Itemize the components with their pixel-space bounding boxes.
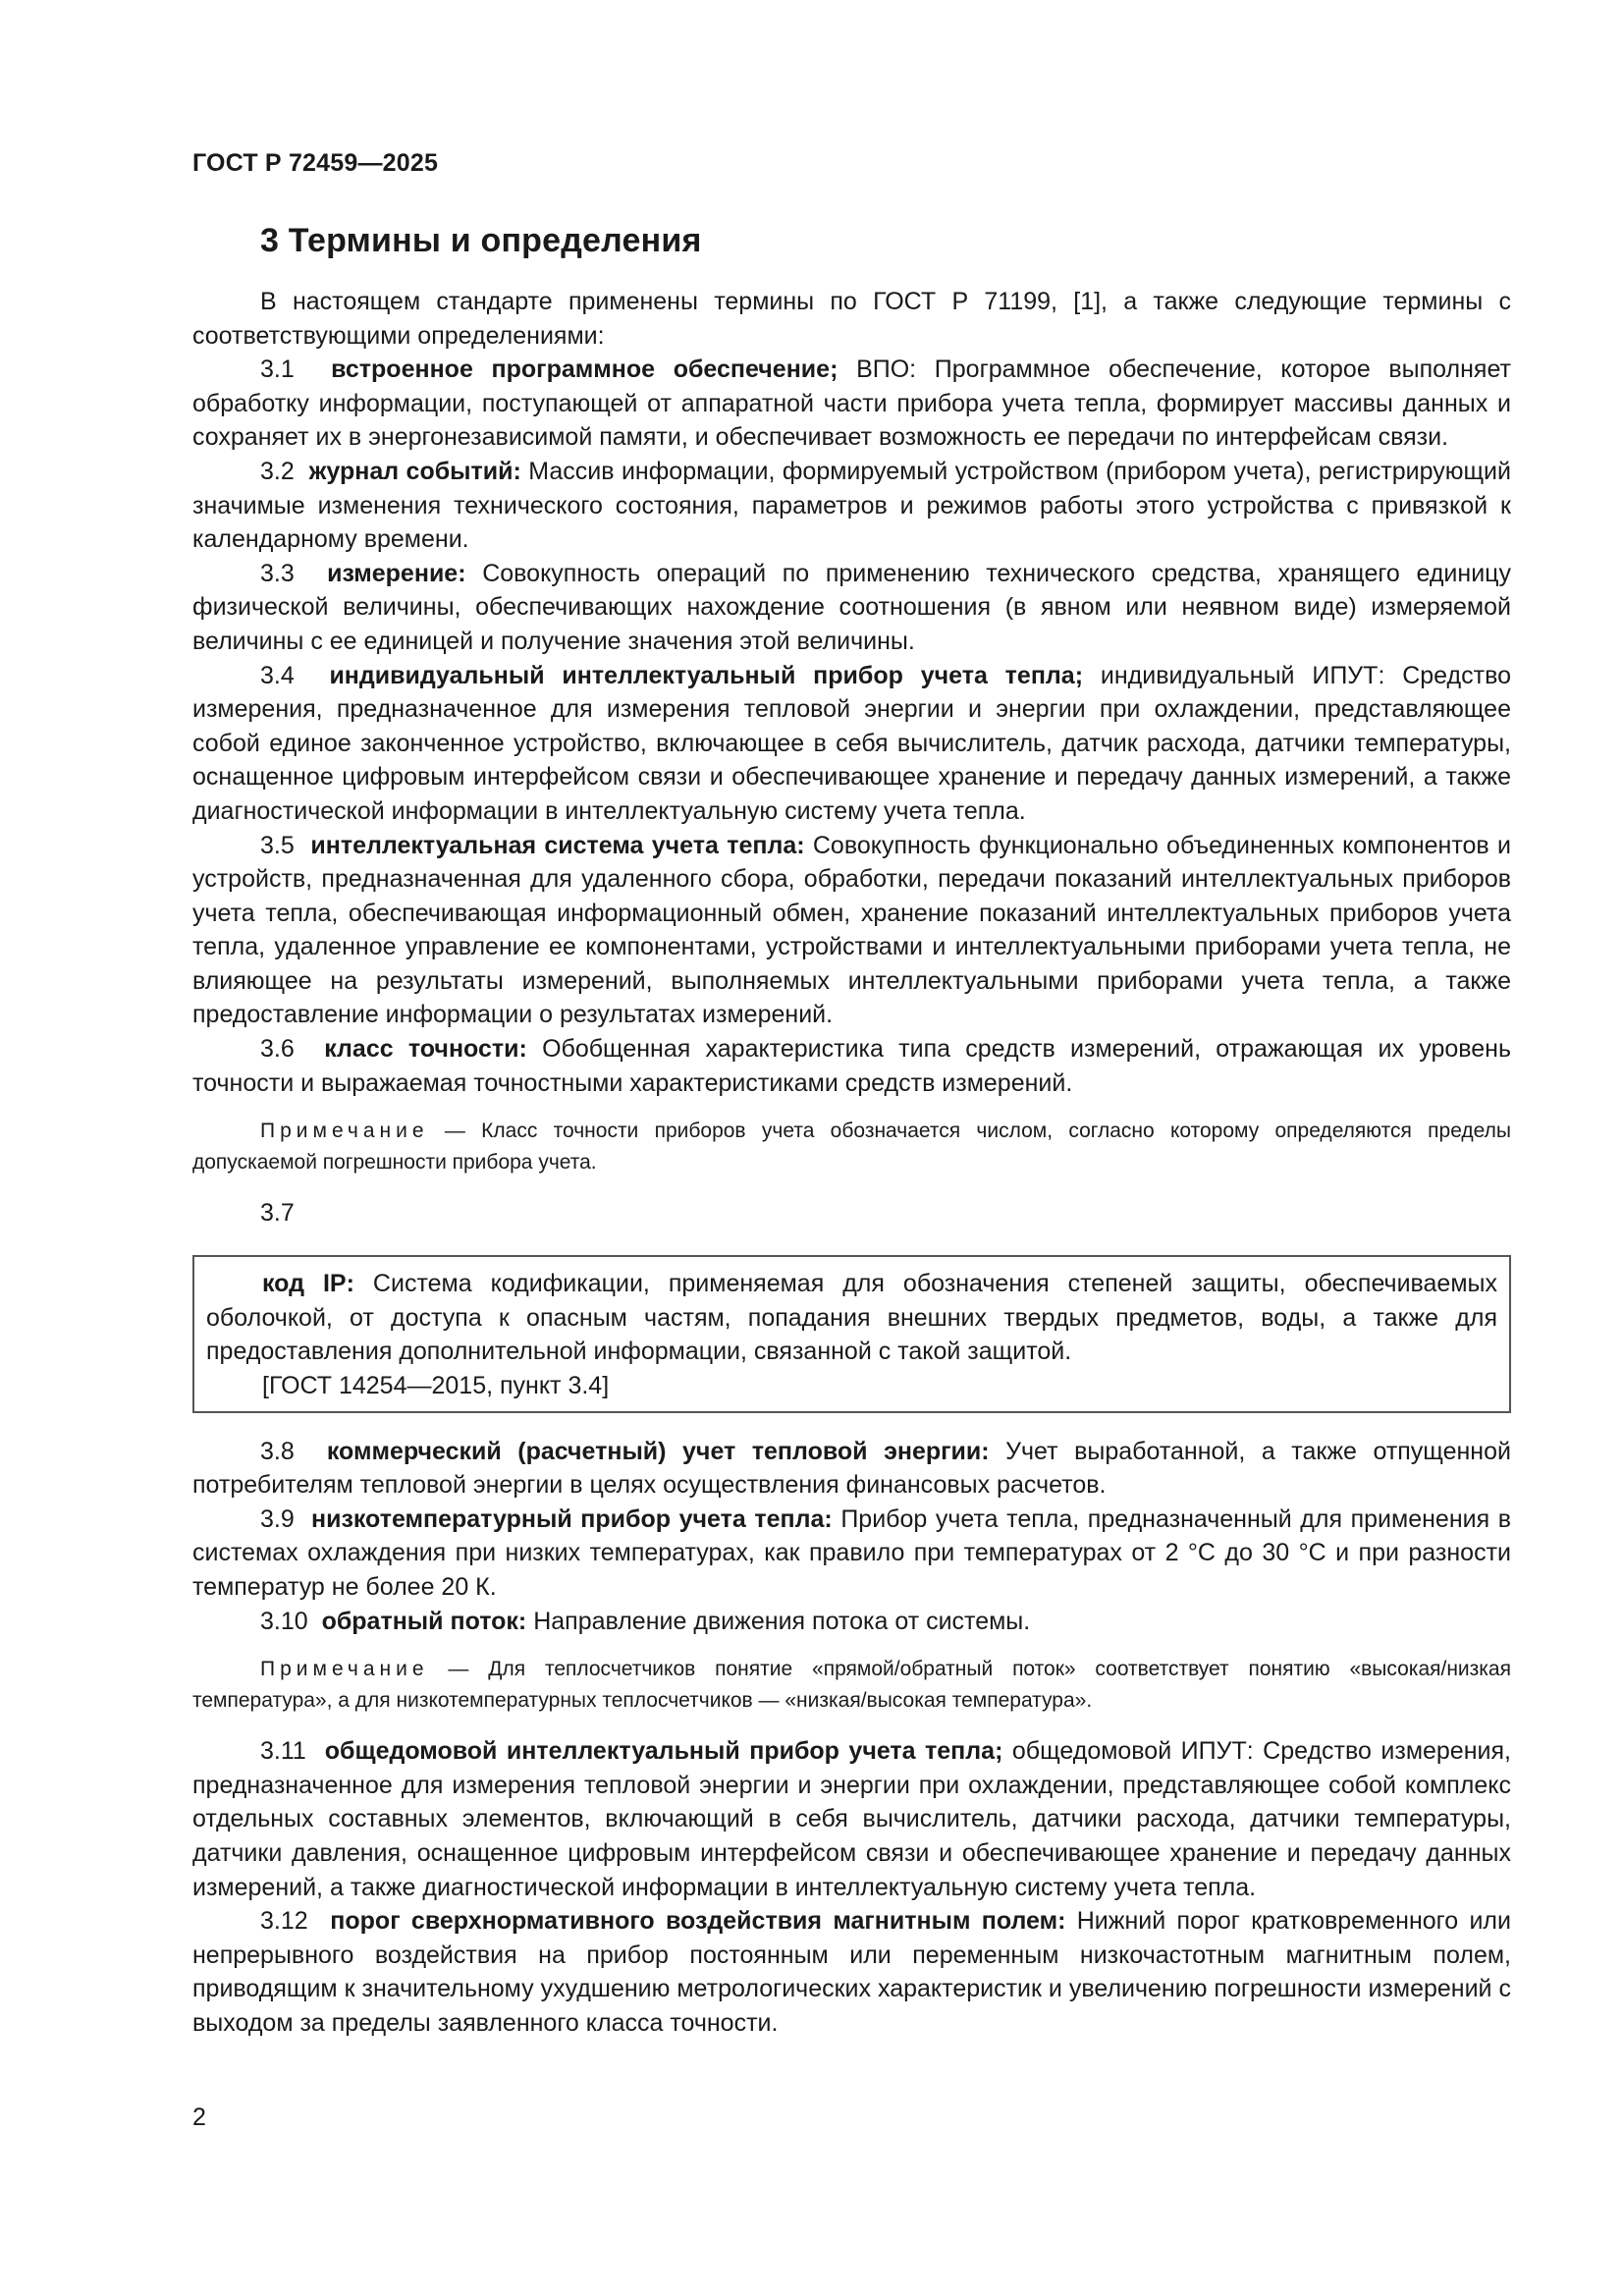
term-3-5	[192, 829, 1511, 1033]
term-3-12	[192, 1904, 1511, 2040]
term-3-2	[192, 455, 1511, 557]
term-definition: общедомовой ИПУТ: Средство измерения, предназначенное для измерения тепловой энергии и энергии при охлаждении, представляющее собой комплекс отдельных составных элементов, включающий в себя вычислитель, датчики расхода, датчики температуры, датчики давления, оснащенное цифровым интерфейсом связи и обеспечивающее хранение и передачу данных измерений, а также диагностической информации в интеллектуальную систему учета тепла.	[192, 1737, 1511, 1901]
term-name: порог сверхнормативного воздействия магнитным полем:	[330, 1907, 1066, 1936]
intro-paragraph: В настоящем стандарте применены термины по ГОСТ Р 71199, [1], а также следующие термины с соответствующими определениями:	[192, 288, 1511, 350]
term-definition: Нижний порог кратковременного или непрерывного воздействия на прибор постоянным или переменным низкочастотным магнитным полем, приводящим к значительному ухудшению метрологических характеристик и увеличению погрешности измерений с выходом за пределы заявленного класса точности.	[192, 1907, 1511, 2037]
term-name: класс точности:	[324, 1035, 527, 1064]
term-number: 3.1	[260, 355, 295, 384]
term-definition: Совокупность операций по применению технического средства, хранящего единицу физической величины, обеспечивающих нахождение соотношения (в явном или неявном виде) измеряемой величины с ее единицей и получение значения этой величины.	[192, 559, 1511, 655]
term-definition: Совокупность функционально объединенных компонентов и устройств, предназначенная для удаленного сбора, обработки, передачи показаний интеллектуальных приборов учета тепла, обеспечивающая информационный обмен, хранение показаний интеллектуальных приборов учета тепла, удаленное управление ее компонентами, устройствами и интеллектуальными приборами учета тепла, не влияющее на результаты измерений, выполняемых интеллектуальными приборами учета тепла, а также предоставление информации о результатах измерений.	[192, 831, 1511, 1029]
term-3-11	[192, 1734, 1511, 1904]
document-code-header: ГОСТ Р 72459—2025	[192, 149, 439, 177]
term-definition: Массив информации, формируемый устройством (прибором учета), регистрирующий значимые изменения технического состояния, параметров и режимов работы этого устройства с привязкой к календарному времени.	[192, 457, 1511, 554]
term-definition: Обобщенная характеристика типа средств измерений, отражающая их уровень точности и выражаемая точностными характеристиками средств измерений.	[192, 1035, 1511, 1097]
term-3-7-number: 3.7	[260, 1199, 295, 1228]
term-3-3	[192, 557, 1511, 659]
term-number: 3.2	[260, 457, 295, 485]
note-text: — Класс точности приборов учета обозначается числом, согласно которому определяются пределы допускаемой погрешности прибора учета.	[192, 1120, 1511, 1175]
section-title: 3 Термины и определения	[260, 222, 702, 259]
term-definition: Система кодификации, применяемая для обозначения степеней защиты, обеспечиваемых оболочкой, от доступа к опасным частям, попадания внешних твердых предметов, воды, а также для предоставления дополнительной информации, связанной с такой защитой.	[206, 1270, 1497, 1366]
term-number: 3.3	[260, 559, 295, 587]
term-definition: ВПО: Программное обеспечение, которое выполняет обработку информации, поступающей от аппаратной части прибора учета тепла, формирует массивы данных и сохраняет их в энергонезависимой памяти, и обеспечивает возможность ее передачи по интерфейсам связи.	[192, 355, 1511, 452]
note-text: — Для теплосчетчиков понятие «прямой/обратный поток» соответствует понятию «высокая/низкая температура», а для низкотемпературных теплосчетчиков — «низкая/высокая температура».	[192, 1658, 1511, 1713]
term-number: 3.10	[260, 1607, 308, 1635]
term-name: журнал событий:	[308, 457, 521, 485]
term-name: обратный поток:	[321, 1607, 527, 1635]
term-name: встроенное программное обеспечение;	[331, 355, 839, 384]
term-name: код IP:	[262, 1270, 354, 1298]
page-number: 2	[192, 2104, 206, 2131]
note-3-6	[192, 1116, 1511, 1178]
term-3-4	[192, 659, 1511, 829]
term-number: 3.12	[260, 1907, 308, 1936]
note-label: Примечание	[260, 1120, 429, 1143]
term-name: интеллектуальная система учета тепла:	[310, 831, 805, 859]
term-definition: Учет выработанной, а также отпущенной потребителям тепловой энергии в целях осуществления финансовых расчетов.	[192, 1437, 1511, 1500]
term-definition: Направление движения потока от системы.	[526, 1607, 1031, 1635]
term-3-6	[192, 1032, 1511, 1100]
term-definition: Прибор учета тепла, предназначенный для применения в системах охлаждения при низких температурах, как правило при температурах от 2 °С до 30 °С и при разности температур не более 20 К.	[192, 1504, 1511, 1601]
term-number: 3.6	[260, 1035, 295, 1064]
term-3-7	[206, 1267, 1497, 1369]
term-definition: индивидуальный ИПУТ: Средство измерения, предназначенное для измерения тепловой энергии и энергии при охлаждении, представляющее собой единое законченное устройство, включающее в себя вычислитель, датчик расхода, датчики температуры, оснащенное цифровым интерфейсом связи и обеспечивающее хранение и передачу данных измерений, а также диагностической информации в интеллектуальную систему учета тепла.	[192, 661, 1511, 825]
term-3-1	[192, 353, 1511, 455]
term-3-10	[192, 1605, 1511, 1639]
section-body	[192, 285, 1511, 2041]
note-label: Примечание	[260, 1658, 429, 1681]
term-source-reference: [ГОСТ 14254—2015, пункт 3.4]	[262, 1372, 610, 1400]
term-3-8	[192, 1435, 1511, 1503]
term-3-9	[192, 1503, 1511, 1605]
term-name: коммерческий (расчетный) учет тепловой энергии:	[326, 1437, 990, 1465]
term-number: 3.8	[260, 1437, 295, 1465]
term-3-7-box	[192, 1255, 1511, 1412]
term-name: общедомовой интеллектуальный прибор учета тепла;	[324, 1737, 1003, 1766]
term-number: 3.5	[260, 831, 295, 859]
term-number: 3.9	[260, 1504, 295, 1533]
term-number: 3.11	[260, 1737, 306, 1766]
term-name: индивидуальный интеллектуальный прибор учета тепла;	[329, 661, 1084, 689]
term-number: 3.4	[260, 661, 295, 689]
note-3-10	[192, 1654, 1511, 1717]
term-name: измерение:	[327, 559, 466, 587]
term-name: низкотемпературный прибор учета тепла:	[310, 1504, 833, 1533]
